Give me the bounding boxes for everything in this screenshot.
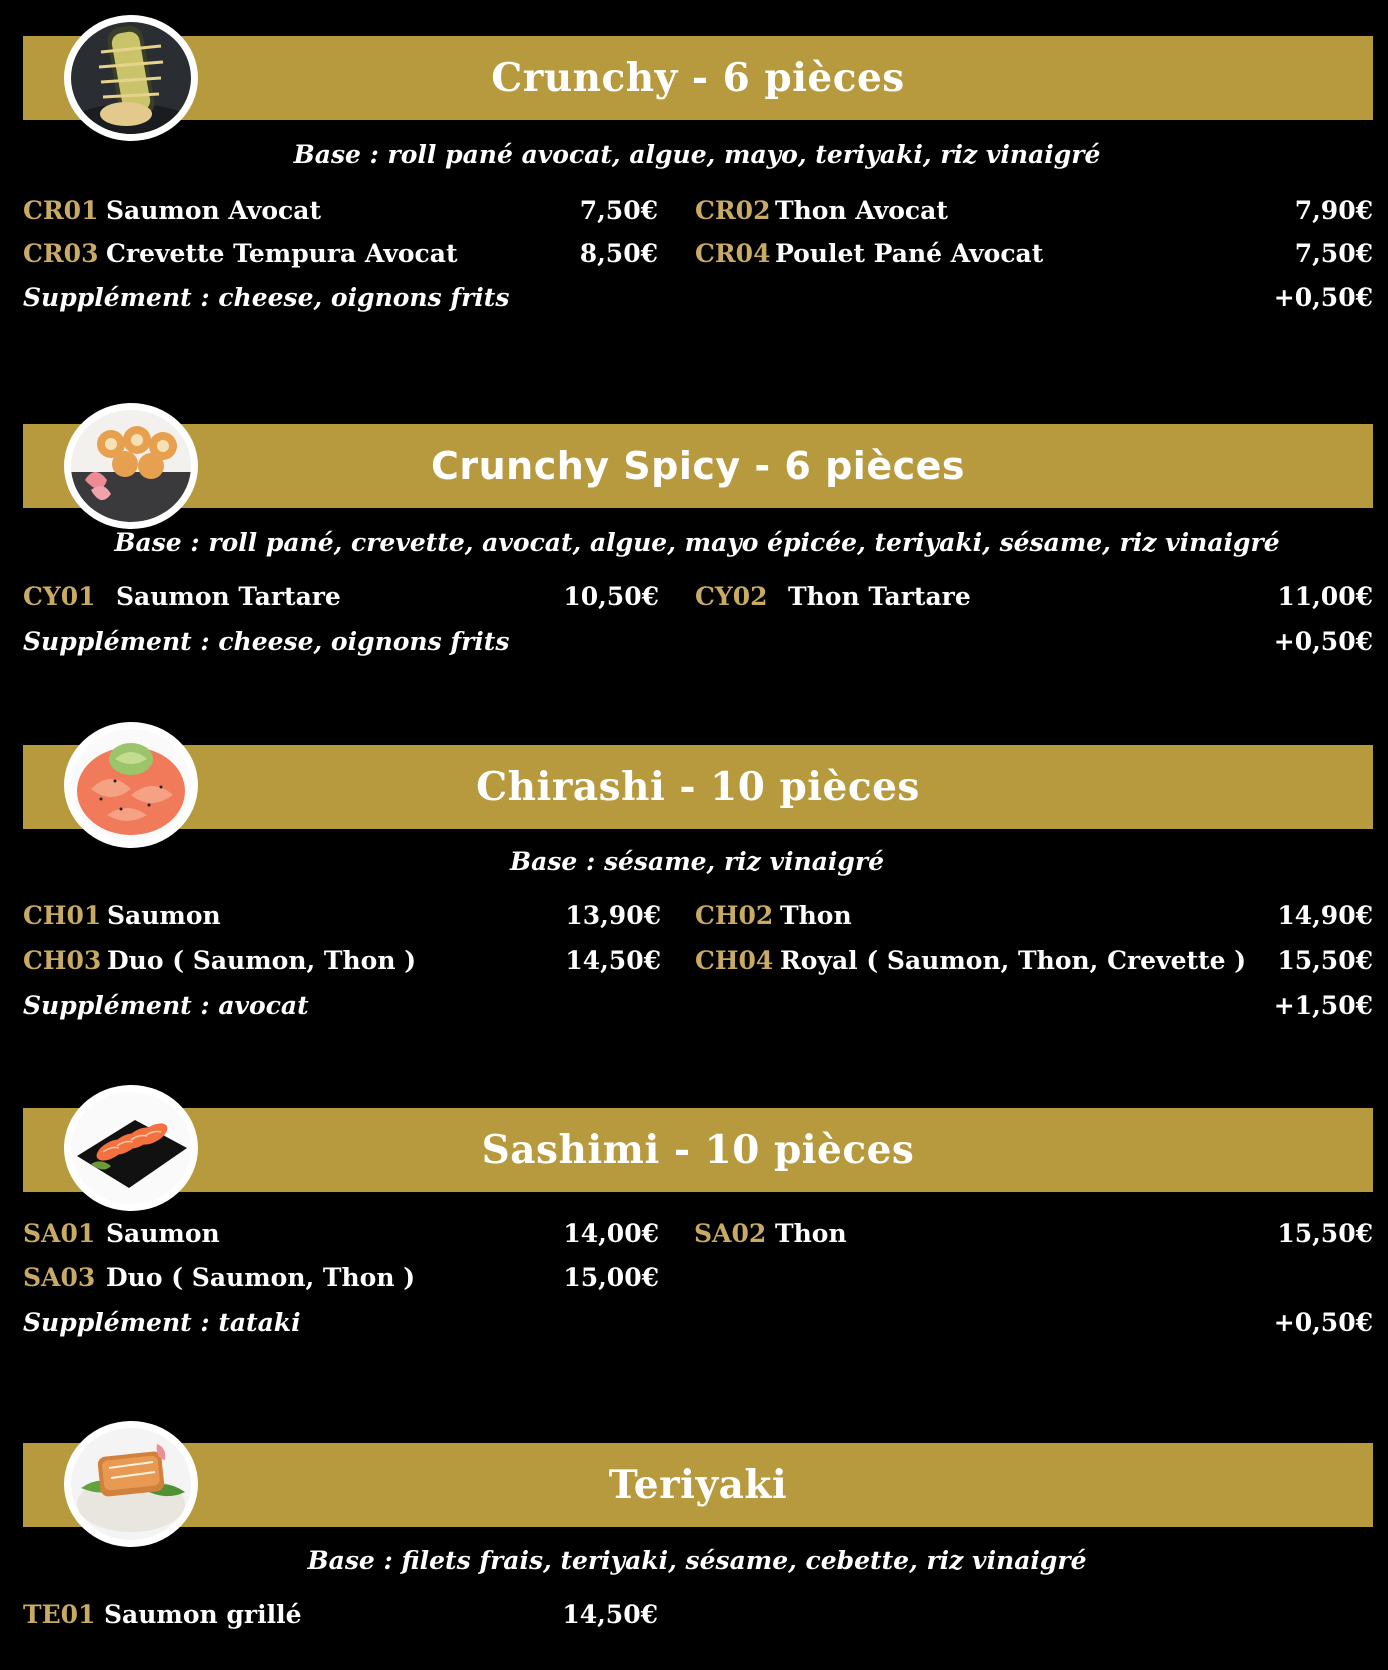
item-name: Crevette Tempura Avocat xyxy=(106,239,458,268)
item-code: CH02 xyxy=(695,901,774,930)
item-name: Saumon xyxy=(106,1219,220,1248)
item-price: 15,50€ xyxy=(1277,1219,1373,1248)
item-price: 7,90€ xyxy=(1294,196,1373,225)
supplement-price: +1,50€ xyxy=(1273,991,1373,1020)
crunchy-spicy-photo xyxy=(64,403,198,529)
item-price: 15,00€ xyxy=(563,1263,659,1292)
item-price: 10,50€ xyxy=(563,582,659,611)
item-code: CH04 xyxy=(695,946,774,975)
item-code: SA03 xyxy=(23,1263,96,1292)
item-code: SA02 xyxy=(694,1219,767,1248)
chirashi-photo xyxy=(64,722,198,848)
menu-row xyxy=(0,1600,1388,1636)
supplement-price: +0,50€ xyxy=(1273,1308,1373,1337)
supplement-label: Supplément : cheese, oignons frits xyxy=(23,627,510,656)
item-code: CR04 xyxy=(695,239,771,268)
item-price: 14,50€ xyxy=(562,1600,658,1629)
item-code: CY01 xyxy=(23,582,96,611)
item-code: TE01 xyxy=(23,1600,96,1629)
menu-row xyxy=(0,582,1388,618)
section-banner xyxy=(23,745,1373,829)
item-price: 14,90€ xyxy=(1277,901,1373,930)
sashimi-photo xyxy=(64,1085,198,1211)
section-title: Sashimi - 10 pièces xyxy=(481,1127,915,1173)
item-name: Thon xyxy=(775,1219,847,1248)
menu-row xyxy=(0,239,1388,275)
menu-row xyxy=(0,196,1388,232)
supplement-label: Supplément : cheese, oignons frits xyxy=(23,283,510,312)
supplement-price: +0,50€ xyxy=(1273,283,1373,312)
item-code: CH01 xyxy=(23,901,102,930)
menu-row xyxy=(0,1219,1388,1255)
section-base: Base : roll pané, crevette, avocat, algue, mayo épicée, teriyaki, sésame, riz vinaigré xyxy=(114,528,1280,557)
menu-row xyxy=(0,901,1388,937)
item-price: 7,50€ xyxy=(579,196,658,225)
item-price: 7,50€ xyxy=(1294,239,1373,268)
supplement-label: Supplément : tataki xyxy=(23,1308,301,1337)
item-code: CR03 xyxy=(23,239,99,268)
item-name: Duo ( Saumon, Thon ) xyxy=(107,946,417,975)
crunchy-roll-photo xyxy=(64,15,198,141)
section-title: Chirashi - 10 pièces xyxy=(476,764,920,810)
item-code: CH03 xyxy=(23,946,102,975)
item-name: Royal ( Saumon, Thon, Crevette ) xyxy=(780,946,1247,975)
item-code: CR01 xyxy=(23,196,99,225)
section-banner xyxy=(23,1443,1373,1527)
item-name: Poulet Pané Avocat xyxy=(775,239,1044,268)
item-name: Thon Avocat xyxy=(775,196,948,225)
section-title: Crunchy Spicy - 6 pièces xyxy=(430,444,966,488)
supplement-price: +0,50€ xyxy=(1273,627,1373,656)
item-name: Thon xyxy=(780,901,852,930)
section-banner xyxy=(23,1108,1373,1192)
item-price: 15,50€ xyxy=(1277,946,1373,975)
section-banner xyxy=(23,424,1373,508)
item-name: Saumon xyxy=(107,901,221,930)
section-base: Base : sésame, riz vinaigré xyxy=(510,847,884,876)
teriyaki-photo xyxy=(64,1421,198,1547)
item-price: 13,90€ xyxy=(565,901,661,930)
item-name: Duo ( Saumon, Thon ) xyxy=(106,1263,416,1292)
item-code: CY02 xyxy=(695,582,768,611)
menu-row xyxy=(0,946,1388,982)
section-title: Teriyaki xyxy=(608,1462,788,1508)
item-code: CR02 xyxy=(695,196,771,225)
item-price: 8,50€ xyxy=(579,239,658,268)
section-base: Base : roll pané avocat, algue, mayo, teriyaki, riz vinaigré xyxy=(293,140,1101,169)
item-price: 14,00€ xyxy=(563,1219,659,1248)
item-name: Saumon grillé xyxy=(104,1600,302,1629)
section-banner xyxy=(23,36,1373,120)
item-name: Saumon Avocat xyxy=(106,196,321,225)
menu-row xyxy=(0,1263,1388,1299)
supplement-label: Supplément : avocat xyxy=(23,991,309,1020)
section-title: Crunchy - 6 pièces xyxy=(491,55,905,101)
section-base: Base : filets frais, teriyaki, sésame, cebette, riz vinaigré xyxy=(307,1546,1087,1575)
item-name: Thon Tartare xyxy=(788,582,971,611)
item-price: 11,00€ xyxy=(1277,582,1373,611)
item-code: SA01 xyxy=(23,1219,96,1248)
item-name: Saumon Tartare xyxy=(116,582,341,611)
item-price: 14,50€ xyxy=(565,946,661,975)
